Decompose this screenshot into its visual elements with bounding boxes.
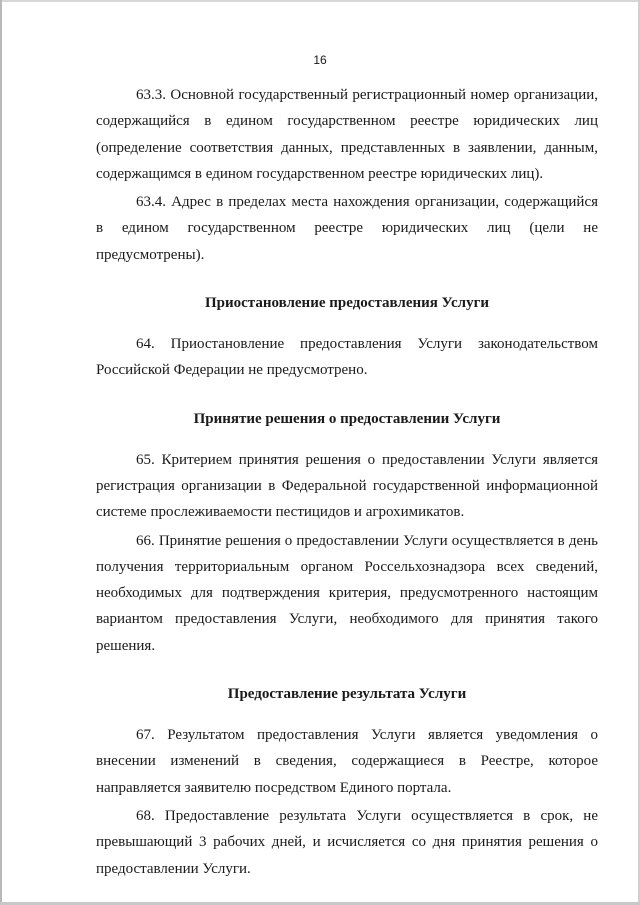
page-edge-top	[0, 0, 640, 2]
section-heading-result: Предоставление результата Услуги	[227, 686, 467, 703]
section-heading-decision: Принятие решения о предоставлении Услуги	[193, 410, 501, 427]
paragraph-68: 68. Предоставление результата Услуги осуществляется в срок, не превышающий 3 рабочих дней, и исчисляется со дня принятия решения о предоставлении Услуги.	[96, 807, 598, 877]
section-heading-suspension: Приостановление предоставления Услуги	[204, 295, 490, 312]
page-edge-left	[0, 0, 2, 905]
paragraph-66: 66. Принятие решения о предоставлении Услуги осуществляется в день получения территориальным органом Россельхознадзора всех сведений, необходимых для подтверждения критерия, предусмотренного настоящим вариантом предоставления Услуги, необходимого для принятия такого решения.	[96, 532, 598, 654]
page-number: 16	[313, 53, 327, 67]
paragraph-63-3: 63.3. Основной государственный регистрационный номер организации, содержащийся в едином государственном реестре юридических лиц (определение соответствия данных, представленных в заявлении, данным, содержащимся в едином государственном реестре юридических лиц).	[96, 87, 598, 182]
paragraph-65: 65. Критерием принятия решения о предоставлении Услуги является регистрация организации в Федеральной государственной информационной системе прослеживаемости пестицидов и агрохимикатов.	[96, 451, 598, 521]
paragraph-67: 67. Результатом предоставления Услуги является уведомления о внесении изменений в сведения, содержащиеся в Реестре, которое направляется заявителю посредством Единого портала.	[96, 727, 598, 796]
document-body	[96, 82, 598, 882]
paragraph-64: 64. Приостановление предоставления Услуги законодательством Российской Федерации не предусмотрено.	[96, 336, 598, 379]
paragraph-63-4: 63.4. Адрес в пределах места нахождения организации, содержащийся в едином государственном реестре юридических лиц (цели не предусмотрены).	[96, 194, 598, 263]
